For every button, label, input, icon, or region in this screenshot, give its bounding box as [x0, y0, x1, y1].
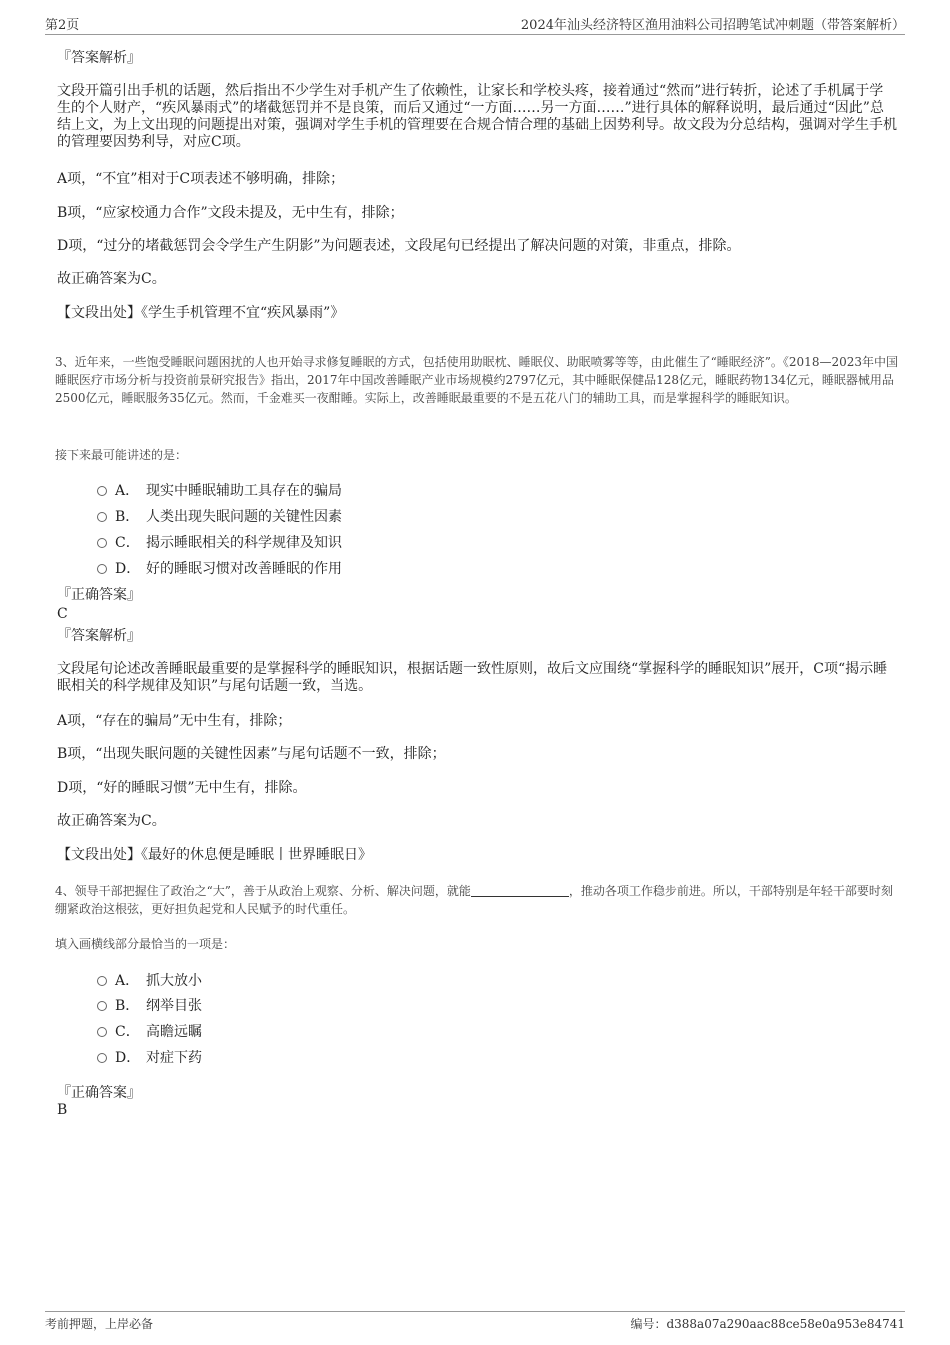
- q3-option-b[interactable]: B． 人类出现失眠问题的关键性因素: [97, 508, 342, 526]
- q4-option-c[interactable]: C． 高瞻远瞩: [97, 1023, 202, 1041]
- q2-conclusion: 故正确答案为C。: [57, 271, 166, 287]
- footer-code: 编号：d388a07a290aac88ce58e0a953e84741: [630, 1317, 905, 1331]
- q3-source: 【文段出处】《最好的休息便是睡眠丨世界睡眠日》: [57, 847, 372, 863]
- radio-icon[interactable]: [97, 564, 107, 574]
- q3-answer-label: 『正确答案』: [57, 587, 141, 603]
- q4-option-a[interactable]: A． 抓大放小: [97, 972, 202, 990]
- q3-option-c[interactable]: C． 揭示睡眠相关的科学规律及知识: [97, 534, 342, 552]
- q3-note-a: A项，“存在的骗局”无中生有，排除；: [57, 713, 292, 729]
- radio-icon[interactable]: [97, 512, 107, 522]
- footer-slogan: 考前押题，上岸必备: [45, 1317, 154, 1331]
- page-header: [45, 14, 905, 35]
- radio-icon[interactable]: [97, 1001, 107, 1011]
- q2-note-d: D项，“过分的堵截惩罚会令学生产生阴影”为问题表述，文段尾句已经提出了解决问题的对策，非重点，排除。: [57, 238, 741, 254]
- q3-analysis-text: 文段尾句论述改善睡眠最重要的是掌握科学的睡眠知识，根据话题一致性原则，故后文应围绕“掌握科学的睡眠知识”展开，C项“揭示睡眠相关的科学规律及知识”与尾句话题一致，当选。: [57, 661, 888, 694]
- q2-note-b: B项，“应家校通力合作”文段未提及，无中生有，排除；: [57, 205, 404, 221]
- q2-analysis-label: 『答案解析』: [57, 50, 141, 66]
- q3-conclusion: 故正确答案为C。: [57, 813, 166, 829]
- radio-icon[interactable]: [97, 1027, 107, 1037]
- q4-stem: 4、领导干部把握住了政治之“大”，善于从政治上观察、分析、解决问题，就能 ，推动各项工作稳步前进。所以，干部特别是年轻干部要时刻绷紧政治这根弦，更好担负起党和人民赋予的时代重任。: [55, 884, 893, 916]
- page-number: 第2页: [45, 18, 80, 33]
- q4-answer: B: [57, 1102, 68, 1118]
- radio-icon[interactable]: [97, 486, 107, 496]
- radio-icon[interactable]: [97, 1053, 107, 1063]
- q4-question: 填入画横线部分最恰当的一项是：: [55, 937, 236, 951]
- q3-option-a[interactable]: A． 现实中睡眠辅助工具存在的骗局: [97, 482, 342, 500]
- radio-icon[interactable]: [97, 538, 107, 548]
- q2-note-a: A项，“不宜”相对于C项表述不够明确，排除；: [57, 171, 345, 187]
- q4-answer-label: 『正确答案』: [57, 1085, 141, 1101]
- q3-analysis-label: 『答案解析』: [57, 628, 141, 644]
- q4-option-d[interactable]: D． 对症下药: [97, 1049, 202, 1067]
- q4-option-b[interactable]: B． 纲举目张: [97, 997, 202, 1015]
- q3-note-d: D项，“好的睡眠习惯”无中生有，排除。: [57, 780, 307, 796]
- q3-stem: 3、近年来，一些饱受睡眠问题困扰的人也开始寻求修复睡眠的方式，包括使用助眠枕、睡眠仪、助眠喷雾等等，由此催生了“睡眠经济”。《2018—2023年中国睡眠医疗市场分析与投资前景研究报告》指出，2017年中国改善睡眠产业市场规模约2797亿元，其中睡眠保健品128亿元，睡眠药物134亿元，睡眠器械用品2500亿元，睡眠服务35亿元。然而，千金难买一夜酣睡。实际上，改善睡眠最重要的不是五花八门的辅助工具，而是掌握科学的睡眠知识。: [55, 355, 898, 405]
- fill-blank: [471, 884, 569, 897]
- q3-note-b: B项，“出现失眠问题的关键性因素”与尾句话题不一致，排除；: [57, 746, 446, 762]
- q3-option-d[interactable]: D． 好的睡眠习惯对改善睡眠的作用: [97, 560, 342, 578]
- q2-analysis-text: 文段开篇引出手机的话题，然后指出不少学生对手机产生了依赖性，让家长和学校头疼，接着通过“然而”进行转折，论述了手机属于学生的个人财产，“疾风暴雨式”的堵截惩罚并不是良策，而后又通过“一方面……另一方面……”进行具体的解释说明，最后通过“因此”总结上文，为上文出现的问题提出对策，强调对学生手机的管理要在合规合情合理的基础上因势利导。故文段为分总结构，强调对学生手机的管理要因势利导，对应C项。: [57, 83, 897, 150]
- document-title: 2024年汕头经济特区渔用油料公司招聘笔试冲刺题（带答案解析）: [520, 18, 905, 33]
- radio-icon[interactable]: [97, 976, 107, 986]
- q3-question: 接下来最可能讲述的是：: [55, 448, 188, 462]
- q2-source: 【文段出处】《学生手机管理不宜“疾风暴雨”》: [57, 305, 345, 321]
- page-footer: [45, 1311, 905, 1331]
- q3-answer: C: [57, 606, 68, 622]
